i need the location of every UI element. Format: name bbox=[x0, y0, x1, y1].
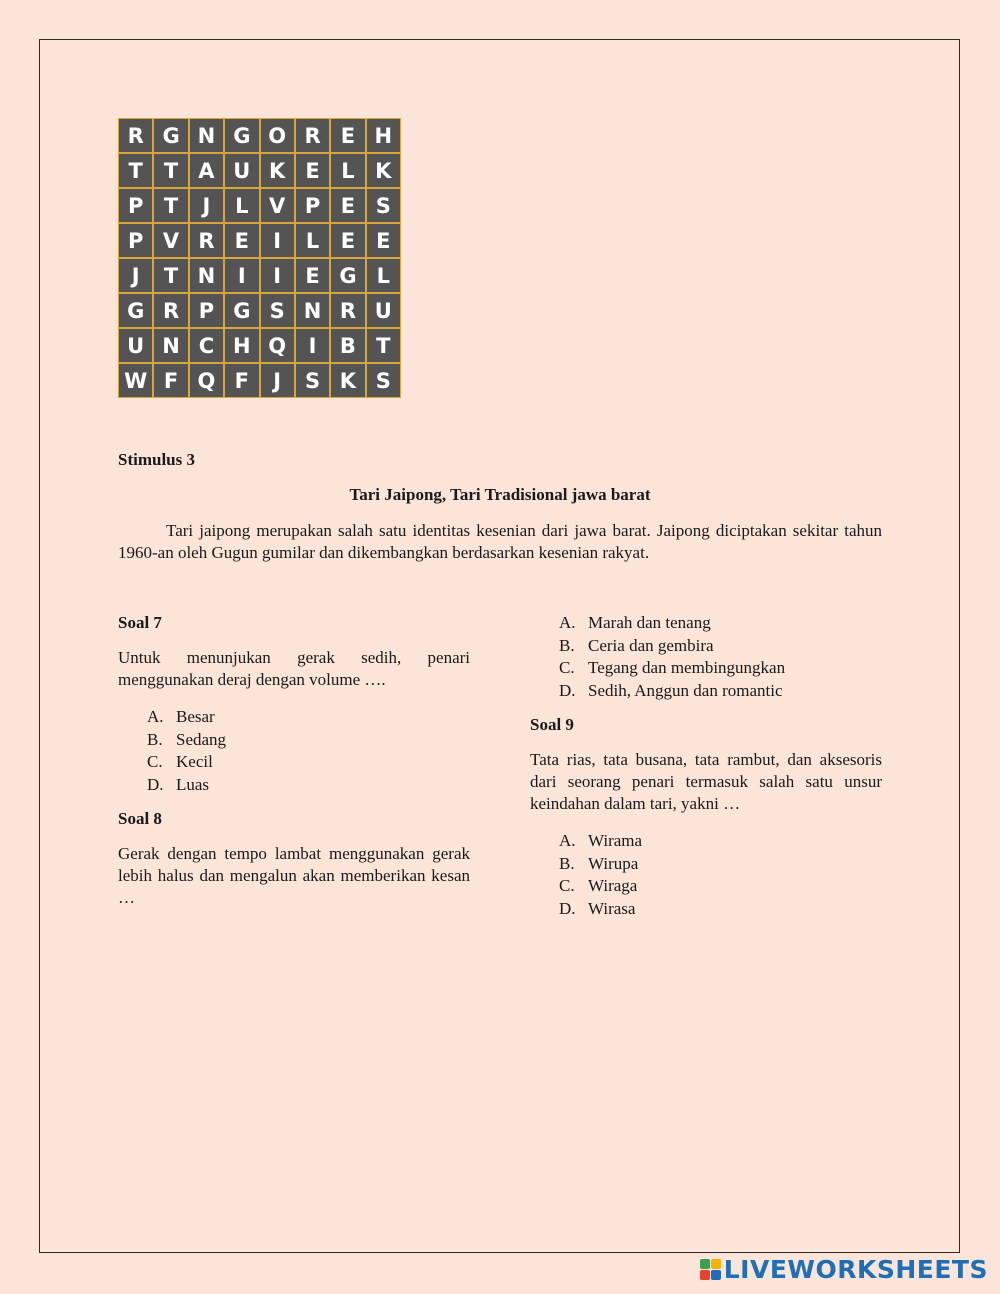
grid-cell[interactable]: G bbox=[119, 294, 152, 327]
grid-cell[interactable]: F bbox=[225, 364, 258, 397]
grid-cell[interactable]: G bbox=[225, 119, 258, 152]
grid-cell[interactable]: R bbox=[296, 119, 329, 152]
right-column bbox=[530, 612, 882, 920]
grid-cell[interactable]: E bbox=[296, 154, 329, 187]
grid-cell[interactable]: E bbox=[367, 224, 400, 257]
grid-cell[interactable]: L bbox=[296, 224, 329, 257]
grid-cell[interactable]: N bbox=[190, 119, 223, 152]
option-c[interactable]: C. Kecil bbox=[147, 752, 213, 771]
grid-cell[interactable]: S bbox=[367, 189, 400, 222]
grid-cell[interactable]: N bbox=[190, 259, 223, 292]
grid-cell[interactable]: Q bbox=[190, 364, 223, 397]
grid-cell[interactable]: I bbox=[296, 329, 329, 362]
grid-cell[interactable]: I bbox=[225, 259, 258, 292]
grid-cell[interactable]: N bbox=[154, 329, 187, 362]
brand-text: LIVEWORKSHEETS bbox=[723, 1255, 988, 1284]
grid-cell[interactable]: N bbox=[296, 294, 329, 327]
grid-cell[interactable]: U bbox=[225, 154, 258, 187]
grid-cell[interactable]: Q bbox=[261, 329, 294, 362]
option-a[interactable]: A. Marah dan tenang bbox=[559, 613, 711, 632]
option-a[interactable]: A. Wirama bbox=[559, 831, 643, 850]
grid-cell[interactable]: R bbox=[119, 119, 152, 152]
grid-cell[interactable]: R bbox=[190, 224, 223, 257]
option-b[interactable]: B. Wirupa bbox=[559, 853, 639, 873]
grid-cell[interactable]: P bbox=[119, 189, 152, 222]
option-b[interactable]: B. Ceria dan gembira bbox=[559, 635, 714, 655]
grid-cell[interactable]: T bbox=[154, 154, 187, 187]
grid-cell[interactable]: V bbox=[154, 224, 187, 257]
question-7-options bbox=[118, 706, 470, 796]
grid-cell[interactable]: T bbox=[154, 189, 187, 222]
option-c[interactable]: C. Wiraga bbox=[559, 876, 638, 895]
grid-cell[interactable]: S bbox=[296, 364, 329, 397]
grid-cell[interactable]: R bbox=[154, 294, 187, 327]
grid-cell[interactable]: K bbox=[331, 364, 364, 397]
grid-cell[interactable]: E bbox=[296, 259, 329, 292]
grid-cell[interactable]: R bbox=[331, 294, 364, 327]
grid-cell[interactable]: G bbox=[154, 119, 187, 152]
grid-cell[interactable]: E bbox=[331, 224, 364, 257]
stimulus-label: Stimulus 3 bbox=[118, 450, 195, 469]
question-8-label: Soal 8 bbox=[118, 809, 162, 828]
grid-cell[interactable]: U bbox=[119, 329, 152, 362]
grid-cell[interactable]: S bbox=[261, 294, 294, 327]
grid-cell[interactable]: T bbox=[119, 154, 152, 187]
left-column bbox=[118, 613, 470, 909]
grid-cell[interactable]: L bbox=[225, 189, 258, 222]
grid-cell[interactable]: E bbox=[331, 189, 364, 222]
grid-cell[interactable]: W bbox=[119, 364, 152, 397]
grid-cell[interactable]: P bbox=[119, 224, 152, 257]
grid-cell[interactable]: V bbox=[261, 189, 294, 222]
grid-cell[interactable]: T bbox=[154, 259, 187, 292]
question-7-label: Soal 7 bbox=[118, 613, 162, 632]
grid-cell[interactable]: J bbox=[119, 259, 152, 292]
grid-cell[interactable]: A bbox=[190, 154, 223, 187]
stimulus-title: Tari Jaipong, Tari Tradisional jawa barat bbox=[349, 485, 651, 504]
stimulus-body: Tari jaipong merupakan salah satu identitas kesenian dari jawa barat. Jaipong diciptakan sekitar tahun 1960-an oleh Gugun gumilar dan dikembangkan berdasarkan kesenian rakyat. bbox=[118, 521, 882, 562]
option-d[interactable]: D. Luas bbox=[147, 774, 210, 794]
grid-cell[interactable]: C bbox=[190, 329, 223, 362]
grid-cell[interactable]: H bbox=[225, 329, 258, 362]
grid-cell[interactable]: K bbox=[261, 154, 294, 187]
grid-cell[interactable]: B bbox=[331, 329, 364, 362]
liveworksheets-brand[interactable] bbox=[700, 1255, 988, 1284]
grid-cell[interactable]: F bbox=[154, 364, 187, 397]
grid-cell[interactable]: L bbox=[367, 259, 400, 292]
question-7-text: Untuk menunjukan gerak sedih, penari menggunakan deraj dengan volume …. bbox=[118, 648, 470, 689]
option-a[interactable]: A. Besar bbox=[147, 707, 215, 726]
option-b[interactable]: B. Sedang bbox=[147, 729, 227, 749]
option-c[interactable]: C. Tegang dan membingungkan bbox=[559, 658, 786, 677]
question-9-label: Soal 9 bbox=[530, 715, 574, 734]
grid-cell[interactable]: T bbox=[367, 329, 400, 362]
grid-cell[interactable]: E bbox=[225, 224, 258, 257]
grid-cell[interactable]: S bbox=[367, 364, 400, 397]
grid-cell[interactable]: U bbox=[367, 294, 400, 327]
grid-cell[interactable]: I bbox=[261, 259, 294, 292]
option-d[interactable]: D. Wirasa bbox=[559, 898, 636, 918]
word-search-grid[interactable] bbox=[118, 118, 401, 398]
grid-cell[interactable]: L bbox=[331, 154, 364, 187]
grid-cell[interactable]: J bbox=[190, 189, 223, 222]
grid-cell[interactable]: I bbox=[261, 224, 294, 257]
grid-cell[interactable]: G bbox=[225, 294, 258, 327]
liveworksheets-logo-icon bbox=[700, 1259, 721, 1280]
question-8-options bbox=[530, 612, 882, 702]
question-9-text: Tata rias, tata busana, tata rambut, dan aksesoris dari seorang penari termasuk salah satu unsur keindahan dalam tari, yakni … bbox=[530, 750, 882, 813]
question-8-text: Gerak dengan tempo lambat menggunakan gerak lebih halus dan mengalun akan memberikan kesan … bbox=[118, 844, 470, 907]
grid-cell[interactable]: P bbox=[296, 189, 329, 222]
grid-cell[interactable]: E bbox=[331, 119, 364, 152]
option-d[interactable]: D. Sedih, Anggun dan romantic bbox=[559, 680, 783, 700]
question-9-options bbox=[530, 830, 882, 920]
grid-cell[interactable]: H bbox=[367, 119, 400, 152]
grid-cell[interactable]: O bbox=[261, 119, 294, 152]
grid-cell[interactable]: P bbox=[190, 294, 223, 327]
grid-cell[interactable]: G bbox=[331, 259, 364, 292]
grid-cell[interactable]: K bbox=[367, 154, 400, 187]
grid-cell[interactable]: J bbox=[261, 364, 294, 397]
